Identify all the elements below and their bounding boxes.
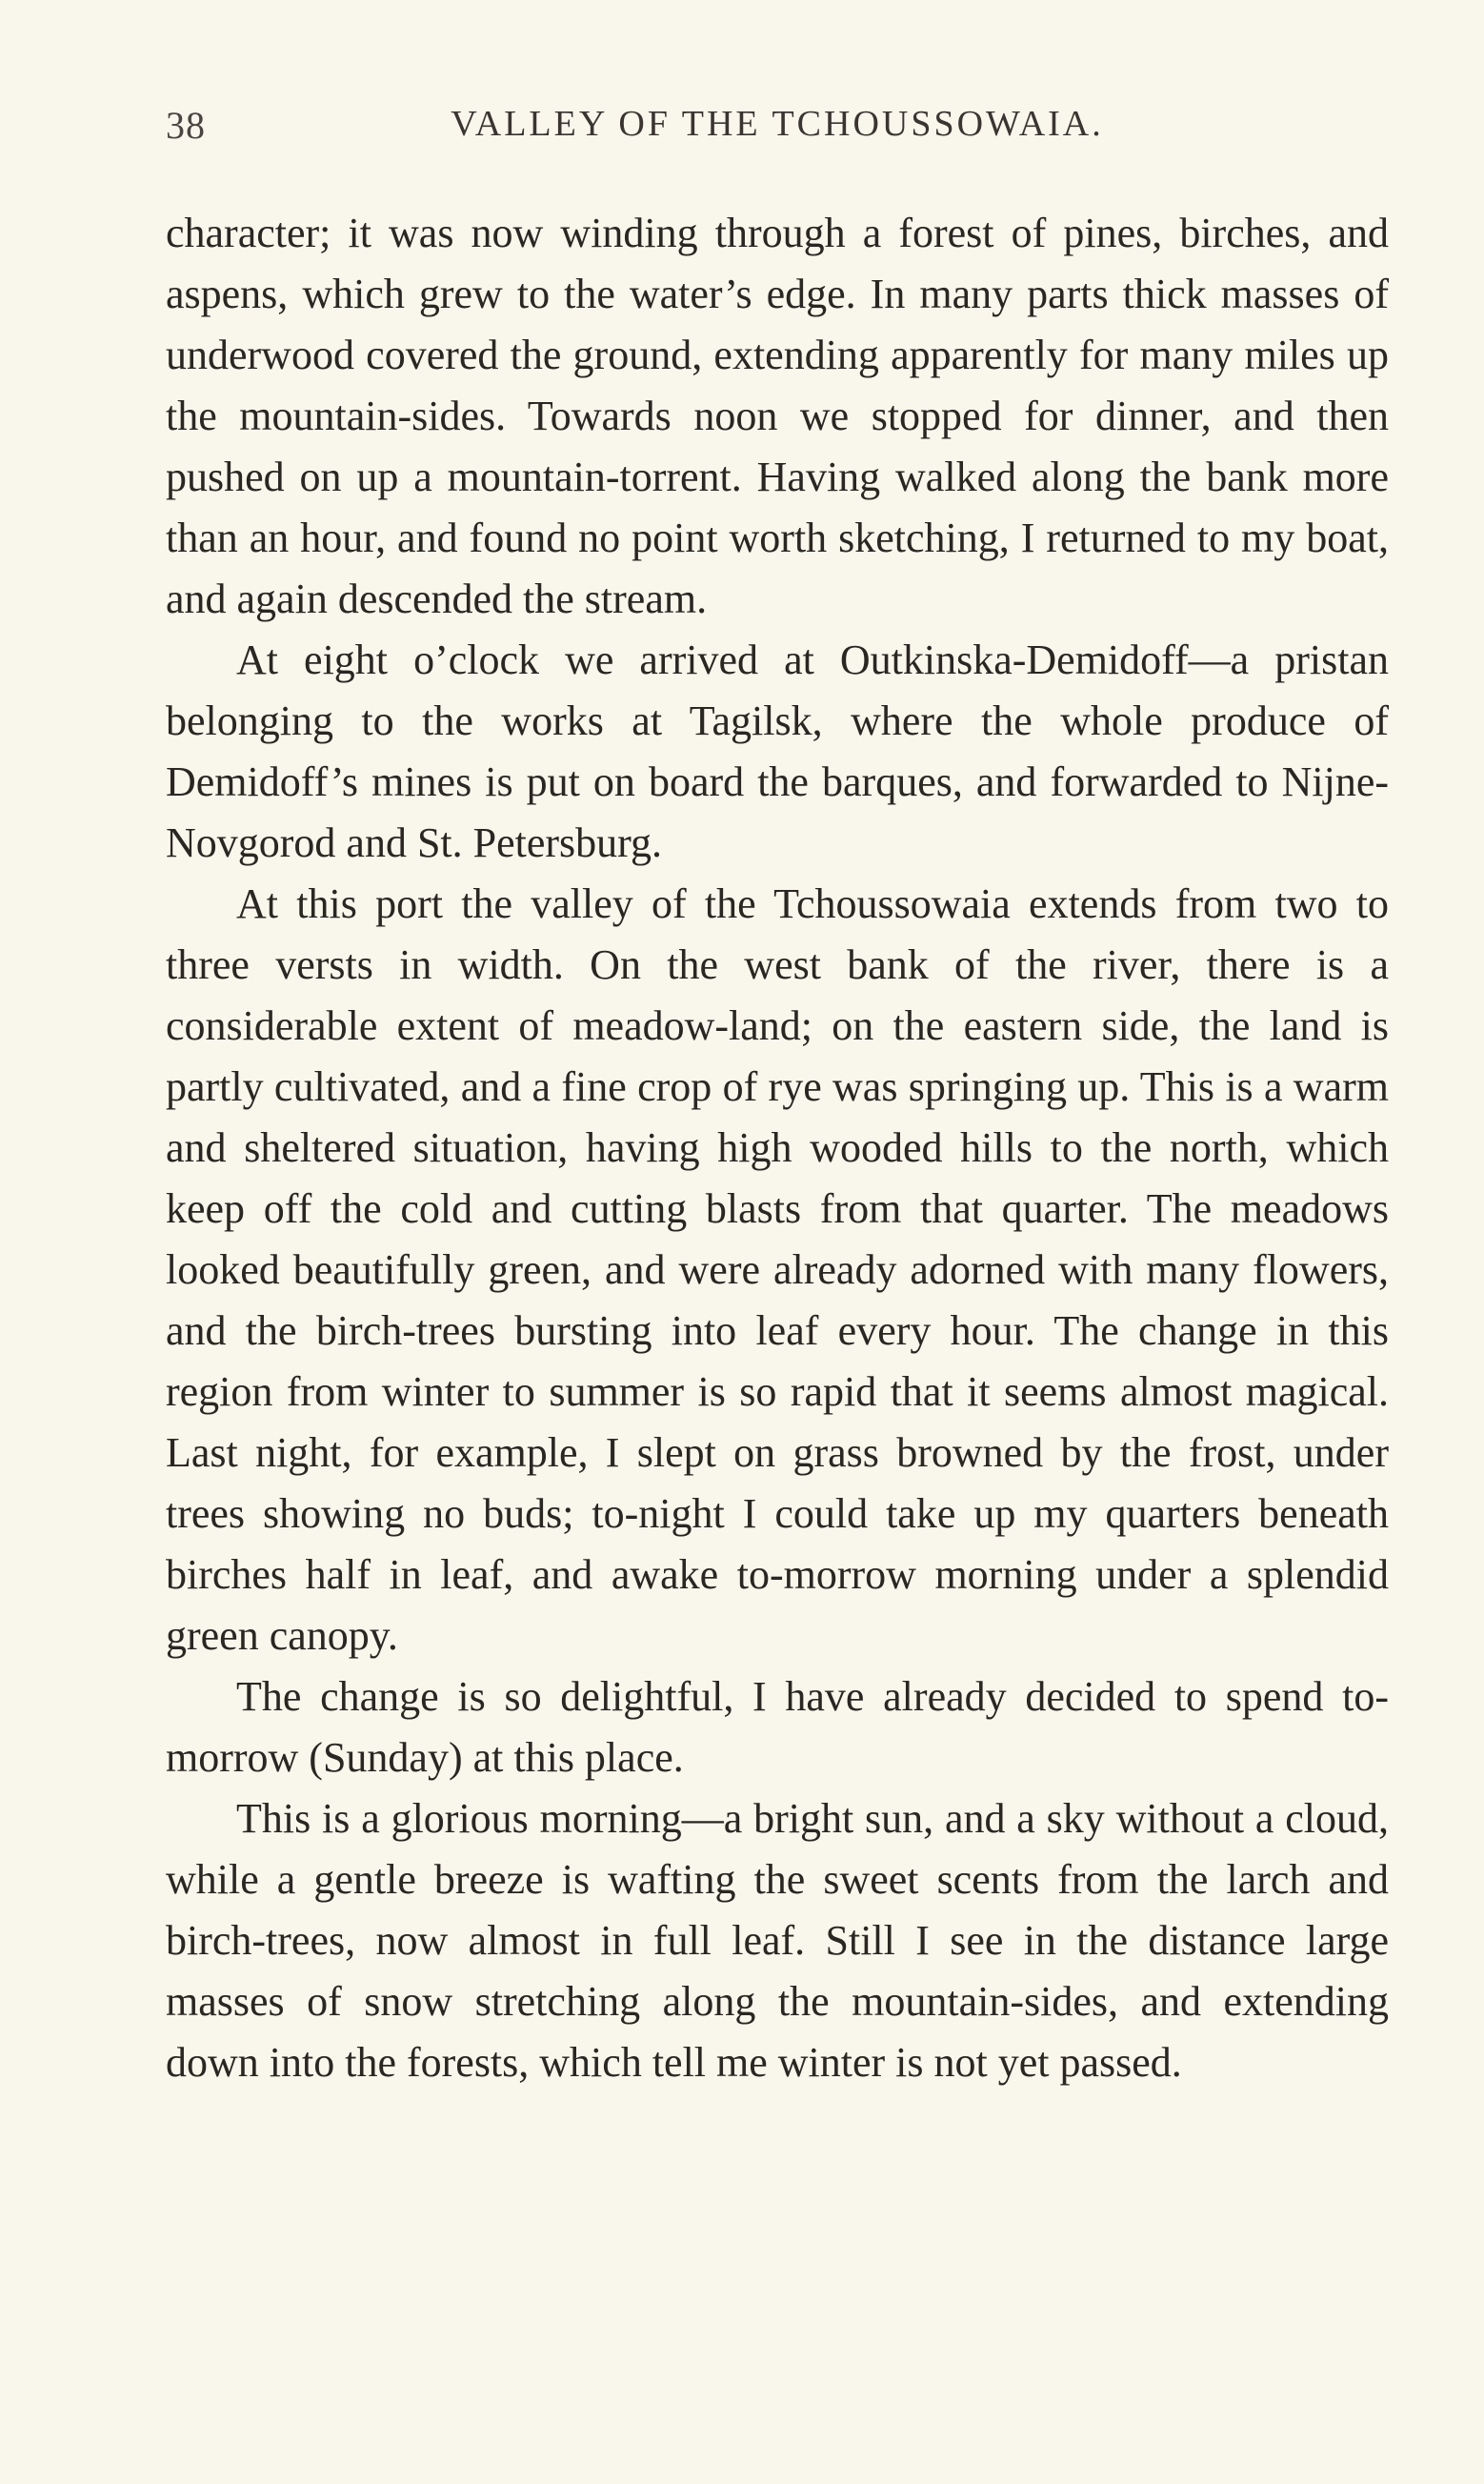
paragraph-5: This is a glorious morning—a bright sun, and a sky without a cloud, while a gentle breeze is wafting the sweet scents from the larch and birch-trees, now almost in full leaf. Still I see in the distance large masses of snow stretching along the mountain-sides, and extending down into the forests, which tell me winter is not yet passed. [166, 1795, 1389, 2086]
paragraph-4: The change is so delightful, I have already decided to spend to-morrow (Sunday) at this place. [166, 1673, 1389, 1781]
paragraph-3: At this port the valley of the Tchoussowaia extends from two to three versts in width. On the west bank of the river, there is a considerable extent of meadow-land; on the eastern side, the land is partly cultivated, and a fine crop of rye was springing up. This is a warm and sheltered situation, having high wooded hills to the north, which keep off the cold and cutting blasts from that quarter. The meadows looked beautifully green, and were already adorned with many flowers, and the birch-trees bursting into leaf every hour. The change in this region from winter to summer is so rapid that it seems almost magical. Last night, for example, I slept on grass browned by the frost, under trees showing no buds; to-night I could take up my quarters beneath birches half in leaf, and awake to-morrow morning under a splendid green canopy. [166, 880, 1389, 1659]
body-text [166, 203, 1389, 2093]
page-number: 38 [166, 104, 206, 147]
paragraph-2: At eight o’clock we arrived at Outkinska-Demidoff—a pristan belonging to the works at Tagilsk, where the whole produce of Demidoff’s mines is put on board the barques, and forwarded to Nijne-Novgorod and St. Petersburg. [166, 636, 1389, 866]
paragraph-1: character; it was now winding through a forest of pines, birches, and aspens, which grew to the water’s edge. In many parts thick masses of underwood covered the ground, extending apparently for many miles up the mountain-sides. Towards noon we stopped for dinner, and then pushed on up a mountain-torrent. Having walked along the bank more than an hour, and found no point worth sketching, I returned to my boat, and again descended the stream. [166, 210, 1389, 622]
page-header [166, 103, 1389, 160]
running-title: VALLEY OF THE TCHOUSSOWAIA. [451, 104, 1104, 144]
